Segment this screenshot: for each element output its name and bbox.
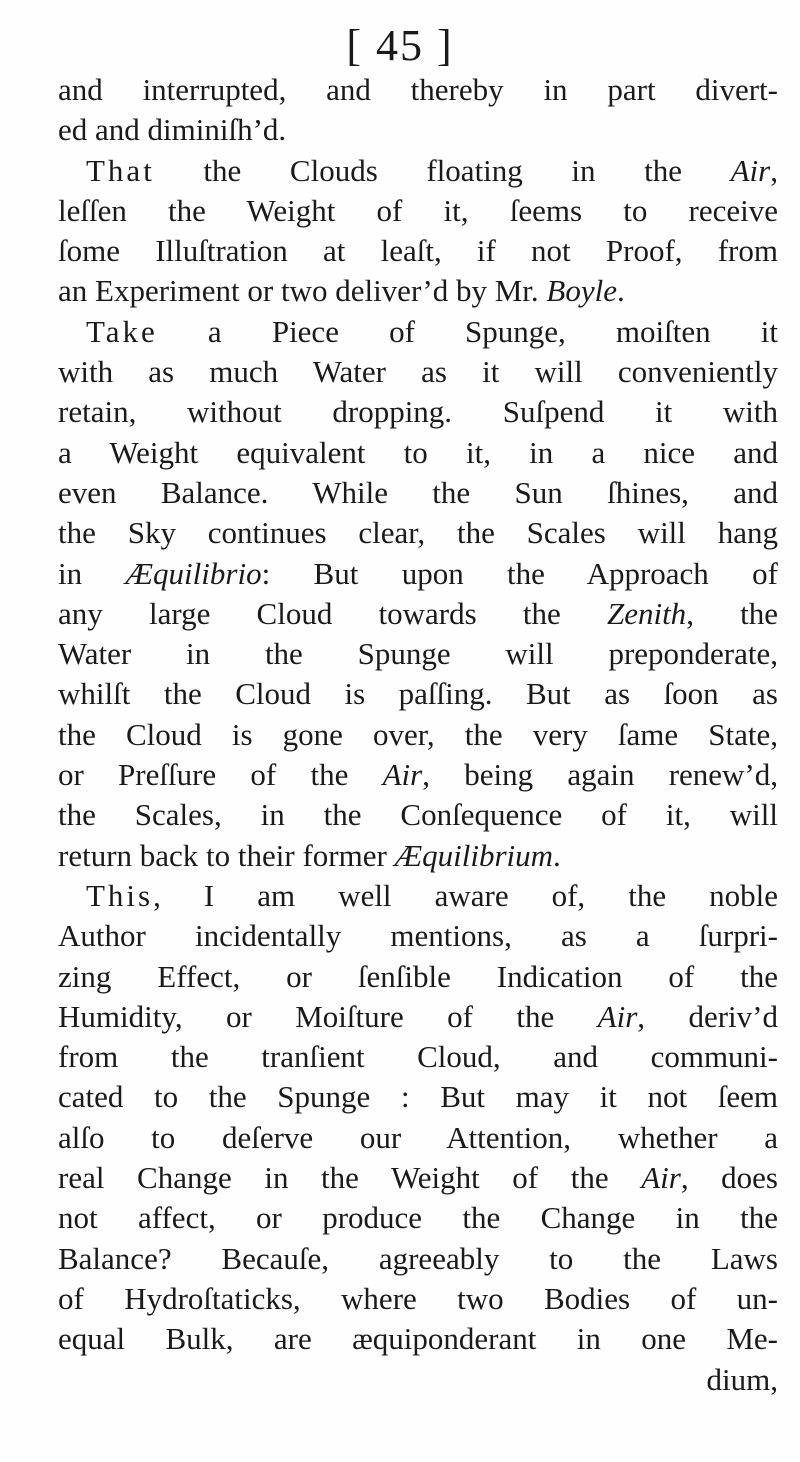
italic-term: Air [730, 152, 771, 188]
text-run: ſome Illuſtration at leaſt, if not Proof, from [58, 233, 778, 269]
italic-term: Air [597, 998, 638, 1034]
text-line [58, 231, 778, 271]
text-line [58, 312, 778, 352]
text-line [58, 1077, 778, 1117]
text-run: any large Cloud towards the [58, 595, 607, 631]
text-run: of Hydroſtaticks, where two Bodies of un- [58, 1280, 778, 1316]
text-line [58, 513, 778, 553]
italic-term: Æquilibrio [125, 555, 262, 591]
text-line [58, 1360, 778, 1400]
text-run: Author incidentally mentions, as a ſurpri- [58, 918, 778, 954]
text-line [58, 473, 778, 513]
text-line [58, 191, 778, 231]
text-run: Balance? Becauſe, agreeably to the Laws [58, 1240, 778, 1276]
text-run: retain, without dropping. Suſpend it with [58, 394, 778, 430]
text-run: the Cloud is gone over, the very ſame State, [58, 716, 778, 752]
text-run: return back to their former [58, 837, 395, 873]
text-run: not affect, or produce the Change in the [58, 1200, 778, 1236]
text-run: , does [680, 1160, 778, 1196]
text-line [58, 594, 778, 634]
text-run: the Scales, in the Conſequence of it, will [58, 797, 778, 833]
text-run: . [617, 273, 625, 309]
text-run: equal Bulk, are æquiponderant in one Me- [58, 1321, 778, 1357]
text-run: , I am well aware of, the noble [153, 877, 778, 913]
text-line [58, 392, 778, 432]
text-line [58, 70, 778, 110]
text-line [58, 1319, 778, 1359]
text-run: , deriv’d [637, 998, 778, 1034]
italic-term: Æquilibrium [394, 837, 554, 873]
text-run: leſſen the Weight of it, ſeems to receive [58, 192, 778, 228]
text-line [58, 1158, 778, 1198]
text-run: dium, [706, 1361, 778, 1397]
text-line [58, 433, 778, 473]
text-line [58, 1037, 778, 1077]
text-line [58, 715, 778, 755]
text-line [58, 997, 778, 1037]
paragraph-lead-word: Take [86, 313, 158, 349]
text-run: from the tranſient Cloud, and communi- [58, 1039, 778, 1075]
text-run: whilſt the Cloud is paſſing. But as ſoon as [58, 676, 778, 712]
italic-term: Boyle [546, 273, 617, 309]
text-line [58, 1118, 778, 1158]
text-run: , the [686, 595, 779, 631]
italic-term: Air [641, 1160, 681, 1196]
text-line [58, 836, 778, 876]
text-line [58, 876, 778, 916]
text-run: ed and diminiſh’d. [58, 112, 287, 148]
text-run: zing Effect, or ſenſible Indication of the [58, 958, 778, 994]
text-line [58, 755, 778, 795]
text-run: : But upon the Approach of [261, 555, 778, 591]
text-run: the Clouds floating in the [154, 152, 731, 188]
text-line [58, 151, 778, 191]
text-line [58, 110, 778, 150]
text-run: in [58, 555, 126, 591]
text-run: Humidity, or Moiſture of the [58, 998, 598, 1034]
text-line [58, 271, 778, 311]
body-text [58, 70, 778, 1400]
text-line [58, 916, 778, 956]
text-run: , being again renew’d, [422, 757, 778, 793]
text-run: real Change in the Weight of the [58, 1160, 642, 1196]
text-run: alſo to deſerve our Attention, whether a [58, 1119, 778, 1155]
text-run: or Preſſure of the [58, 757, 383, 793]
text-line [58, 1198, 778, 1238]
text-run: Water in the Spunge will preponderate, [58, 636, 778, 672]
paragraph-lead-word: This [86, 877, 154, 913]
paragraph-lead-word: That [86, 152, 155, 188]
text-line [58, 795, 778, 835]
text-run: a Piece of Spunge, moiſten it [157, 313, 778, 349]
text-line [58, 1239, 778, 1279]
text-run: the Sky continues clear, the Scales will hang [58, 515, 778, 551]
page-number: [ 45 ] [346, 21, 454, 70]
italic-term: Zenith [606, 595, 687, 631]
text-run: , [770, 152, 778, 188]
text-line [58, 1279, 778, 1319]
text-run: an Experiment or two deliver’d by Mr. [58, 273, 547, 309]
text-line [58, 957, 778, 997]
text-run: cated to the Spunge : But may it not ſeem [58, 1079, 778, 1115]
text-run: even Balance. While the Sun ſhines, and [58, 474, 778, 510]
italic-term: Air [382, 757, 423, 793]
text-line [58, 674, 778, 714]
text-run: . [553, 837, 561, 873]
text-run: a Weight equivalent to it, in a nice and [58, 434, 778, 470]
text-line [58, 634, 778, 674]
text-line [58, 352, 778, 392]
text-line [58, 554, 778, 594]
text-run: and interrupted, and thereby in part divert- [58, 72, 778, 107]
text-run: with as much Water as it will conveniently [58, 354, 778, 390]
